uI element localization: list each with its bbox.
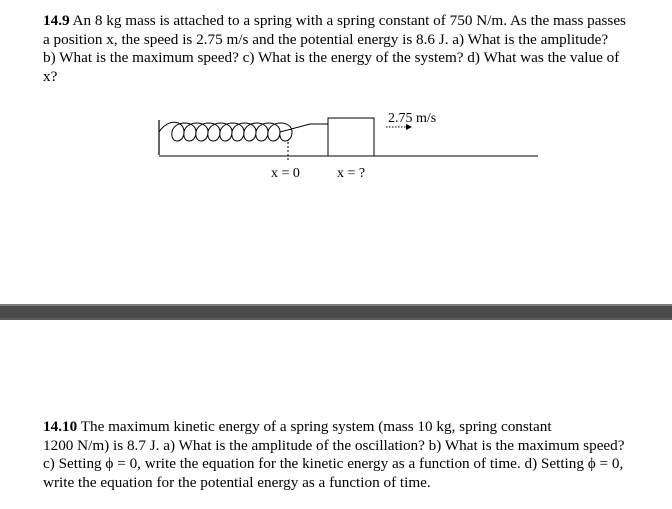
separator-shadow [0, 318, 672, 320]
spring-mass-diagram [150, 100, 550, 190]
separator-highlight [0, 304, 672, 306]
problem-line-3: c) Setting ϕ = 0, write the equation for the kinetic energy as a function of time. d) Setting ϕ = 0, [43, 455, 624, 472]
x-unknown-label: x = ? [337, 166, 366, 181]
x-zero-label: x = 0 [271, 166, 300, 181]
page-separator [0, 304, 672, 320]
problem-line-1 [43, 12, 665, 31]
problem-14-9 [43, 12, 665, 86]
problem-text: The maximum kinetic energy of a spring system (mass 10 kg, spring constant [77, 418, 552, 435]
problem-number: 14.10 [43, 418, 78, 435]
problem-14-10 [43, 418, 665, 492]
problem-line-2: a position x, the speed is 2.75 m/s and the potential energy is 8.6 J. a) What is the amplitude? [43, 30, 609, 48]
problem-line-3: b) What is the maximum speed? c) What is the energy of the system? d) What was the value of [43, 49, 620, 66]
problem-line-4: write the equation for the potential energy as a function of time. [43, 473, 431, 491]
problem-text: An 8 kg mass is attached to a spring with a spring constant of 750 N/m. As the mass passes [69, 12, 626, 29]
problem-number: 14.9 [43, 12, 70, 29]
mass-block [328, 118, 374, 156]
speed-label: 2.75 m/s [388, 111, 437, 126]
spring [159, 122, 328, 141]
problem-line-1 [43, 418, 665, 437]
problem-line-4: x? [43, 67, 58, 85]
problem-line-2: 1200 N/m) is 8.7 J. a) What is the amplitude of the oscillation? b) What is the maximum speed? [43, 436, 625, 454]
